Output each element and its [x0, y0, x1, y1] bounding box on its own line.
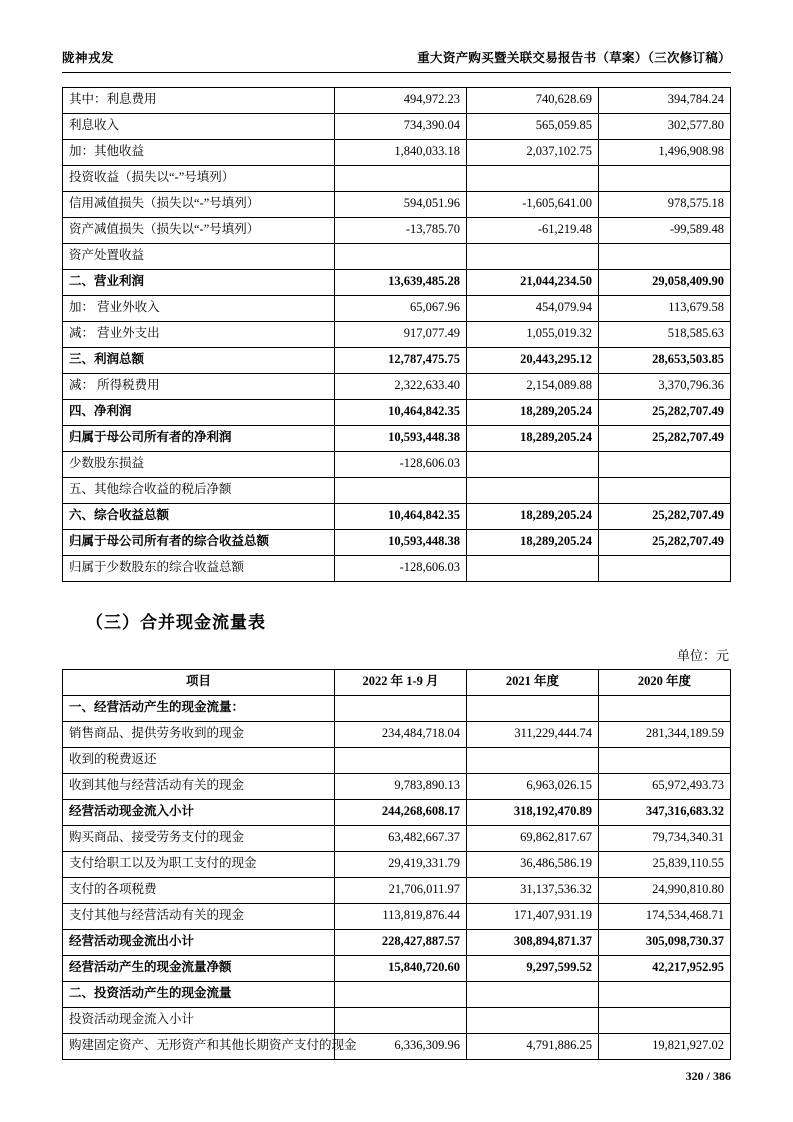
row-value: 10,464,842.35 — [335, 504, 467, 530]
row-value: 1,055,019.32 — [467, 322, 599, 348]
row-label: 一、经营活动产生的现金流量： — [63, 696, 335, 722]
table-row — [63, 244, 731, 270]
row-value: -128,606.03 — [335, 556, 467, 582]
row-value: 36,486,586.19 — [467, 852, 599, 878]
row-value: 19,821,927.02 — [599, 1034, 731, 1060]
row-value: 734,390.04 — [335, 114, 467, 140]
row-value: 281,344,189.59 — [599, 722, 731, 748]
table-row — [63, 696, 731, 722]
row-label: 经营活动现金流出小计 — [63, 930, 335, 956]
table-row — [63, 348, 731, 374]
row-value: 63,482,667.37 — [335, 826, 467, 852]
row-value: 171,407,931.19 — [467, 904, 599, 930]
row-value: 25,282,707.49 — [599, 426, 731, 452]
row-value: 20,443,295.12 — [467, 348, 599, 374]
income-statement-table — [62, 87, 731, 582]
row-label: 资产减值损失（损失以“-”号填列） — [63, 218, 335, 244]
row-value — [335, 166, 467, 192]
row-value: 234,484,718.04 — [335, 722, 467, 748]
row-value: 65,067.96 — [335, 296, 467, 322]
row-value: -61,219.48 — [467, 218, 599, 244]
table-row — [63, 374, 731, 400]
cashflow-statement-body — [63, 696, 731, 1060]
row-value: 113,679.58 — [599, 296, 731, 322]
section-title: （三）合并现金流量表 — [86, 613, 266, 632]
table-row — [63, 296, 731, 322]
table-row — [63, 982, 731, 1008]
table-row — [63, 114, 731, 140]
row-value: 454,079.94 — [467, 296, 599, 322]
row-label: 其中：利息费用 — [63, 88, 335, 114]
row-value: 65,972,493.73 — [599, 774, 731, 800]
row-value — [599, 452, 731, 478]
table-row — [63, 1008, 731, 1034]
row-value — [599, 478, 731, 504]
table-row — [63, 1034, 731, 1060]
row-value: 244,268,608.17 — [335, 800, 467, 826]
table-row — [63, 826, 731, 852]
row-value: 12,787,475.75 — [335, 348, 467, 374]
table-row — [63, 478, 731, 504]
table-row — [63, 800, 731, 826]
table-row — [63, 426, 731, 452]
table-header-row — [63, 670, 731, 696]
row-label: 经营活动现金流入小计 — [63, 800, 335, 826]
row-label: 利息收入 — [63, 114, 335, 140]
table-row — [63, 88, 731, 114]
table-row — [63, 192, 731, 218]
row-label: 加：其他收益 — [63, 140, 335, 166]
row-value: 25,282,707.49 — [599, 400, 731, 426]
row-value: 42,217,952.95 — [599, 956, 731, 982]
row-value: 740,628.69 — [467, 88, 599, 114]
row-value: 29,419,331.79 — [335, 852, 467, 878]
row-value: 318,192,470.89 — [467, 800, 599, 826]
row-value: 13,639,485.28 — [335, 270, 467, 296]
table-row — [63, 904, 731, 930]
row-label: 经营活动产生的现金流量净额 — [63, 956, 335, 982]
row-value: 9,297,599.52 — [467, 956, 599, 982]
row-label: 减： 所得税费用 — [63, 374, 335, 400]
row-label: 二、营业利润 — [63, 270, 335, 296]
row-value: 18,289,205.24 — [467, 426, 599, 452]
row-value: -13,785.70 — [335, 218, 467, 244]
row-value: 21,706,011.97 — [335, 878, 467, 904]
row-value — [335, 982, 467, 1008]
row-value: 6,963,026.15 — [467, 774, 599, 800]
row-value: 18,289,205.24 — [467, 530, 599, 556]
table-row — [63, 956, 731, 982]
row-value: 174,534,468.71 — [599, 904, 731, 930]
row-value: 565,059.85 — [467, 114, 599, 140]
unit-label: 单位：元 — [676, 648, 729, 663]
header-document-title: 重大资产购买暨关联交易报告书（草案）（三次修订稿） — [417, 51, 731, 65]
row-value — [599, 556, 731, 582]
row-value: 347,316,683.32 — [599, 800, 731, 826]
row-value: 494,972.23 — [335, 88, 467, 114]
row-value: -1,605,641.00 — [467, 192, 599, 218]
row-value: 2,037,102.75 — [467, 140, 599, 166]
row-value: 978,575.18 — [599, 192, 731, 218]
row-label: 购建固定资产、无形资产和其他长期资产支付的现金 — [63, 1034, 335, 1060]
row-label: 收到的税费返还 — [63, 748, 335, 774]
row-value: 29,058,409.90 — [599, 270, 731, 296]
row-value: 18,289,205.24 — [467, 504, 599, 530]
row-value: 10,593,448.38 — [335, 530, 467, 556]
header-divider — [62, 72, 731, 73]
row-label: 支付给职工以及为职工支付的现金 — [63, 852, 335, 878]
table-row — [63, 878, 731, 904]
row-value: 25,282,707.49 — [599, 504, 731, 530]
row-value — [599, 244, 731, 270]
row-label: 归属于母公司所有者的综合收益总额 — [63, 530, 335, 556]
row-value: 25,282,707.49 — [599, 530, 731, 556]
row-label: 投资活动现金流入小计 — [63, 1008, 335, 1034]
table-row — [63, 748, 731, 774]
header-company-name: 陇神戎发 — [62, 51, 115, 65]
row-label: 三、利润总额 — [63, 348, 335, 374]
row-value — [467, 696, 599, 722]
table-row — [63, 140, 731, 166]
row-value: -99,589.48 — [599, 218, 731, 244]
row-value — [467, 452, 599, 478]
row-value: 28,653,503.85 — [599, 348, 731, 374]
row-label: 投资收益（损失以“-”号填列） — [63, 166, 335, 192]
row-value — [467, 166, 599, 192]
row-value: -128,606.03 — [335, 452, 467, 478]
page-header — [62, 48, 731, 72]
row-value: 113,819,876.44 — [335, 904, 467, 930]
row-value — [599, 166, 731, 192]
row-value — [599, 748, 731, 774]
table-row — [63, 852, 731, 878]
row-value: 302,577.80 — [599, 114, 731, 140]
row-label: 信用减值损失（损失以“-”号填列） — [63, 192, 335, 218]
row-value — [335, 696, 467, 722]
row-value — [467, 748, 599, 774]
row-value: 24,990,810.80 — [599, 878, 731, 904]
table-row — [63, 530, 731, 556]
table-row — [63, 504, 731, 530]
row-value: 79,734,340.31 — [599, 826, 731, 852]
column-header: 2020 年度 — [599, 670, 731, 696]
table-row — [63, 270, 731, 296]
table-row — [63, 166, 731, 192]
table-row — [63, 452, 731, 478]
table-row — [63, 774, 731, 800]
row-label: 五、其他综合收益的税后净额 — [63, 478, 335, 504]
row-value: 15,840,720.60 — [335, 956, 467, 982]
row-value — [467, 982, 599, 1008]
row-value — [335, 1008, 467, 1034]
table-row — [63, 722, 731, 748]
column-header: 2021 年度 — [467, 670, 599, 696]
row-value: 10,464,842.35 — [335, 400, 467, 426]
row-value: 6,336,309.96 — [335, 1034, 467, 1060]
row-value: 394,784.24 — [599, 88, 731, 114]
row-value: 4,791,886.25 — [467, 1034, 599, 1060]
row-label: 支付的各项税费 — [63, 878, 335, 904]
row-value: 18,289,205.24 — [467, 400, 599, 426]
row-value: 228,427,887.57 — [335, 930, 467, 956]
column-header: 项目 — [63, 670, 335, 696]
row-value — [467, 1008, 599, 1034]
row-value — [599, 1008, 731, 1034]
row-value: 305,098,730.37 — [599, 930, 731, 956]
row-label: 二、投资活动产生的现金流量 — [63, 982, 335, 1008]
row-label: 归属于母公司所有者的净利润 — [63, 426, 335, 452]
row-label: 四、净利润 — [63, 400, 335, 426]
row-value: 10,593,448.38 — [335, 426, 467, 452]
table-row — [63, 400, 731, 426]
row-value: 518,585.63 — [599, 322, 731, 348]
income-statement-body — [63, 88, 731, 582]
page-number: 320 / 386 — [685, 1069, 731, 1083]
row-value: 1,840,033.18 — [335, 140, 467, 166]
row-value — [467, 556, 599, 582]
cashflow-statement-table — [62, 669, 731, 1060]
row-value — [599, 982, 731, 1008]
row-label: 资产处置收益 — [63, 244, 335, 270]
row-value — [599, 696, 731, 722]
row-value: 1,496,908.98 — [599, 140, 731, 166]
row-label: 收到其他与经营活动有关的现金 — [63, 774, 335, 800]
row-label: 减： 营业外支出 — [63, 322, 335, 348]
row-label: 少数股东损益 — [63, 452, 335, 478]
row-label: 加： 营业外收入 — [63, 296, 335, 322]
table-row — [63, 930, 731, 956]
row-value — [335, 244, 467, 270]
row-label: 购买商品、接受劳务支付的现金 — [63, 826, 335, 852]
table-row — [63, 322, 731, 348]
cashflow-header-row — [63, 670, 731, 696]
row-value: 25,839,110.55 — [599, 852, 731, 878]
row-value: 21,044,234.50 — [467, 270, 599, 296]
row-label: 支付其他与经营活动有关的现金 — [63, 904, 335, 930]
row-value: 69,862,817.67 — [467, 826, 599, 852]
row-label: 六、综合收益总额 — [63, 504, 335, 530]
row-value — [335, 478, 467, 504]
row-value — [467, 244, 599, 270]
table-row — [63, 556, 731, 582]
column-header: 2022 年 1-9 月 — [335, 670, 467, 696]
row-value: 9,783,890.13 — [335, 774, 467, 800]
row-value: 594,051.96 — [335, 192, 467, 218]
row-value: 2,154,089.88 — [467, 374, 599, 400]
table-row — [63, 218, 731, 244]
row-value: 2,322,633.40 — [335, 374, 467, 400]
row-value: 31,137,536.32 — [467, 878, 599, 904]
row-value — [335, 748, 467, 774]
row-value — [467, 478, 599, 504]
row-label: 归属于少数股东的综合收益总额 — [63, 556, 335, 582]
row-value: 917,077.49 — [335, 322, 467, 348]
row-value: 3,370,796.36 — [599, 374, 731, 400]
row-value: 311,229,444.74 — [467, 722, 599, 748]
row-label: 销售商品、提供劳务收到的现金 — [63, 722, 335, 748]
row-value: 308,894,871.37 — [467, 930, 599, 956]
